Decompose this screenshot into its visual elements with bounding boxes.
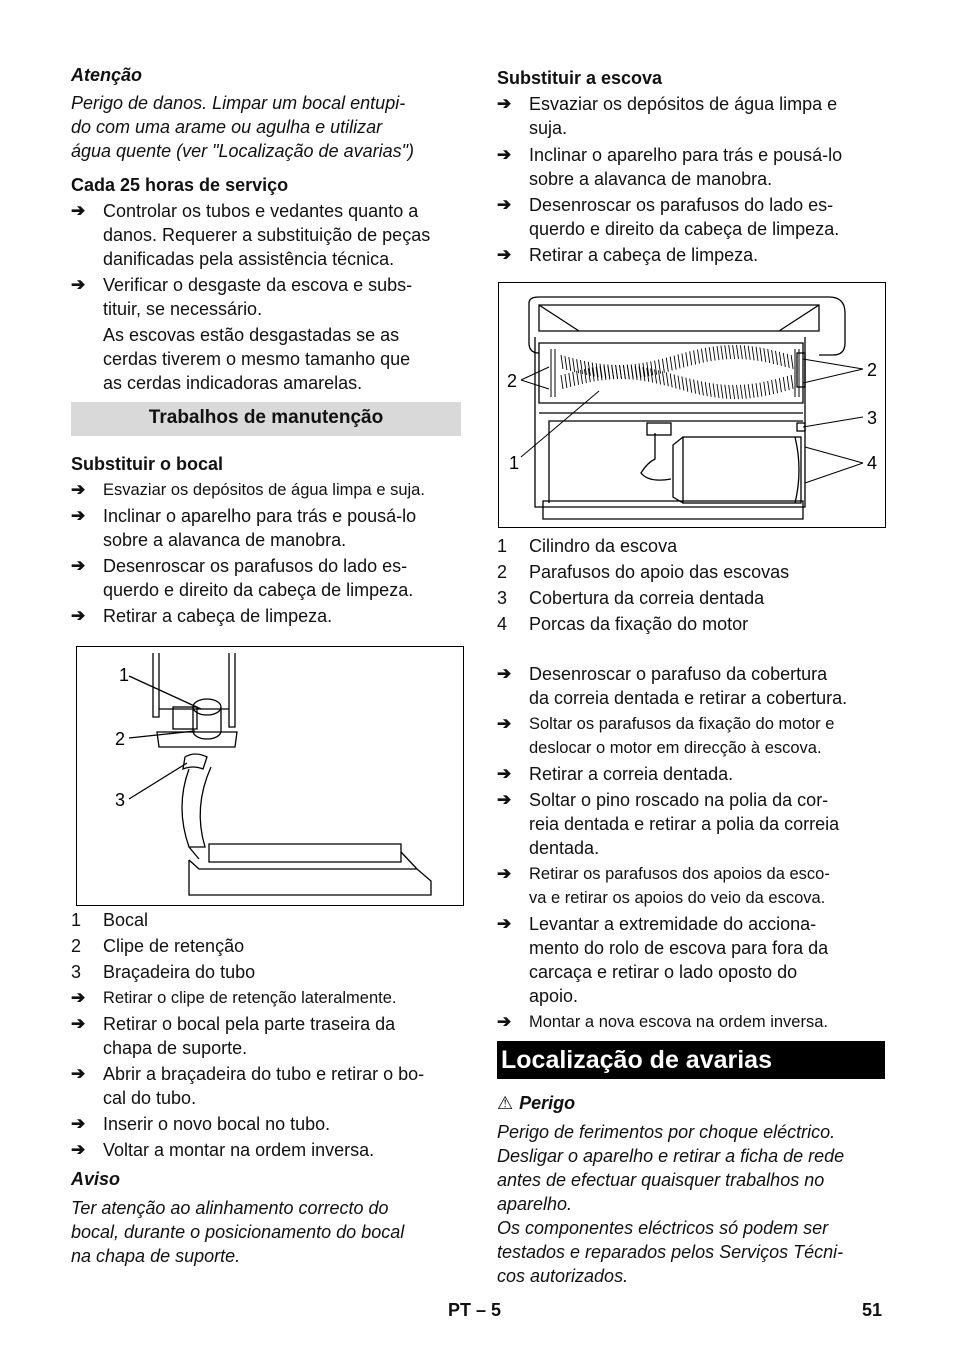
- brush-figure: [498, 282, 886, 528]
- fig-label: 2: [115, 729, 126, 749]
- list-item: ➔ Retirar os parafusos dos apoios da esco- va e retirar os apoios do veio da escova.: [497, 864, 830, 907]
- arrow-right-icon: ➔: [497, 790, 512, 809]
- brush-illustration: [499, 283, 885, 527]
- list-item: ➔ Inclinar o aparelho para trás e pousá-lo sobre a alavanca de manobra.: [71, 506, 417, 550]
- fig-label: 3: [115, 790, 126, 810]
- arrow-right-icon: ➔: [497, 1012, 512, 1031]
- list-item: ➔ Retirar o clipe de retenção lateralmente.: [71, 986, 397, 1010]
- fig-label: 2: [867, 360, 878, 380]
- arrow-right-icon: ➔: [71, 1064, 86, 1083]
- arrow-right-icon: ➔: [71, 1014, 86, 1033]
- legend-item: 1 Cilindro da escova: [497, 536, 678, 556]
- list-item: ➔ Desenroscar os parafusos do lado es- querdo e direito da cabeça de limpeza.: [71, 556, 414, 600]
- nozzle-figure: [76, 646, 464, 906]
- arrow-right-icon: ➔: [71, 506, 86, 525]
- arrow-right-icon: ➔: [497, 914, 512, 933]
- arrow-right-icon: ➔: [71, 606, 86, 625]
- list-item: ➔ Voltar a montar na ordem inversa.: [71, 1140, 375, 1160]
- nozzle-illustration: [77, 647, 463, 905]
- brush-title: Substituir a escova: [497, 68, 663, 88]
- attention-text: Perigo de danos. Limpar um bocal entupi- do com uma arame ou agulha e utilizar água quente (ver "Localização de avarias"): [71, 93, 414, 161]
- legend-item: 4 Porcas da fixação do motor: [497, 614, 749, 634]
- list-item: ➔ Esvaziar os depósitos de água limpa e suja.: [497, 94, 838, 138]
- list-item: ➔ Retirar o bocal pela parte traseira da chapa de suporte.: [71, 1014, 396, 1058]
- list-item: ➔ Abrir a braçadeira do tubo e retirar o bo- cal do tubo.: [71, 1064, 425, 1108]
- notice-title: Aviso: [71, 1169, 121, 1189]
- fig-label: 3: [867, 408, 878, 428]
- arrow-right-icon: ➔: [497, 195, 512, 214]
- danger-title: ⚠ Perigo: [497, 1093, 576, 1113]
- list-item: ➔ Soltar o pino roscado na polia da cor- reia dentada e retirar a polia da correia dentada.: [497, 790, 840, 858]
- arrow-right-icon: ➔: [71, 988, 86, 1007]
- list-item: ➔ Verificar o desgaste da escova e subs- tituir, se necessário.: [71, 275, 413, 319]
- legend-item: 3 Cobertura da correia dentada: [497, 588, 765, 608]
- legend-item: 1 Bocal: [71, 910, 149, 930]
- notice-text: Ter atenção ao alinhamento correcto do bocal, durante o posicionamento do bocal na chapa de suporte.: [71, 1198, 405, 1266]
- legend-item: 2 Parafusos do apoio das escovas: [497, 562, 790, 582]
- list-item: ➔ Controlar os tubos e vedantes quanto a danos. Requerer a substituição de peças danificadas pela assistência técnica.: [71, 201, 431, 269]
- list-item: ➔ Soltar os parafusos da fixação do motor e deslocar o motor em direcção à escova.: [497, 714, 835, 757]
- list-item: ➔ Esvaziar os depósitos de água limpa e suja.: [71, 478, 425, 502]
- list-item: ➔ Montar a nova escova na ordem inversa.: [497, 1010, 828, 1034]
- arrow-right-icon: ➔: [497, 145, 512, 164]
- list-item: ➔ Desenroscar o parafuso da cobertura da correia dentada e retirar a cobertura.: [497, 664, 848, 708]
- arrow-right-icon: ➔: [497, 714, 512, 733]
- list-item: ➔ Retirar a cabeça de limpeza.: [497, 245, 759, 265]
- brush-note: As escovas estão desgastadas se as cerdas tiverem o mesmo tamanho que as cerdas indicadoras amarelas.: [103, 325, 411, 393]
- arrow-right-icon: ➔: [497, 245, 512, 264]
- arrow-right-icon: ➔: [497, 94, 512, 113]
- brush-bristles: [561, 345, 793, 399]
- arrow-right-icon: ➔: [71, 275, 86, 294]
- arrow-right-icon: ➔: [71, 556, 86, 575]
- list-item: ➔ Desenroscar os parafusos do lado es- querdo e direito da cabeça de limpeza.: [497, 195, 840, 239]
- arrow-right-icon: ➔: [497, 864, 512, 883]
- legend-item: 3 Braçadeira do tubo: [71, 962, 256, 982]
- arrow-right-icon: ➔: [71, 201, 86, 220]
- fig-label: 1: [509, 453, 520, 473]
- warning-triangle-icon: ⚠: [497, 1093, 514, 1113]
- arrow-right-icon: ➔: [71, 1140, 86, 1159]
- list-item: ➔ Inclinar o aparelho para trás e pousá-lo sobre a alavanca de manobra.: [497, 145, 843, 189]
- list-item: ➔ Retirar a correia dentada.: [497, 764, 734, 784]
- arrow-right-icon: ➔: [71, 1114, 86, 1133]
- footer-label: PT – 5: [448, 1300, 502, 1320]
- fig-label: 1: [119, 665, 130, 685]
- arrow-right-icon: ➔: [71, 480, 86, 499]
- fig-label: 4: [867, 453, 878, 473]
- fig-label: 2: [507, 371, 518, 391]
- list-item: ➔ Inserir o novo bocal no tubo.: [71, 1114, 331, 1134]
- danger-text: Perigo de ferimentos por choque eléctrico. Desligar o aparelho e retirar a ficha de rede antes de efectuar quaisquer trabalhos no aparelho. Os componentes eléctricos só podem ser testados e reparados pelos Serviços Técni- cos autorizados.: [497, 1122, 845, 1286]
- legend-item: 2 Clipe de retenção: [71, 936, 245, 956]
- list-item: ➔ Retirar a cabeça de limpeza.: [71, 606, 333, 626]
- section-heading: Trabalhos de manutenção: [71, 402, 461, 436]
- list-item: ➔ Levantar a extremidade do acciona- mento do rolo de escova para fora da carcaça e retirar o lado oposto do apoio.: [497, 914, 829, 1006]
- page-number: 51: [862, 1300, 883, 1320]
- arrow-right-icon: ➔: [497, 664, 512, 683]
- attention-title: Atenção: [71, 65, 143, 85]
- nozzle-title: Substituir o bocal: [71, 454, 224, 474]
- every25-title: Cada 25 horas de serviço: [71, 175, 289, 195]
- arrow-right-icon: ➔: [497, 764, 512, 783]
- section-heading: Localização de avarias: [497, 1041, 885, 1079]
